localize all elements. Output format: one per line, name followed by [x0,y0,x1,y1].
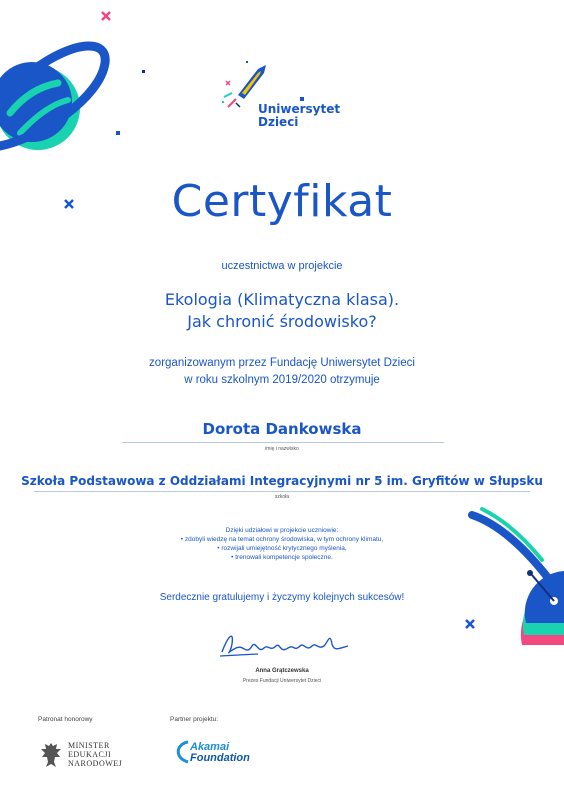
recipient-caption: imię i nazwisko [265,446,299,452]
planet-illustration [0,28,130,178]
partner-line1: Akamai [190,741,230,753]
divider [122,442,444,443]
logo-text [258,103,340,129]
subtitle: uczestnictwa w projekcie [221,260,343,272]
ministry-line1: MINISTER [68,741,110,750]
ministry-line2: EDUKACJI [68,750,112,759]
outcomes-intro: Dzięki udziałowi w projekcie uczniowie: [225,527,339,534]
logo-line1: Uniwersytet [258,102,341,116]
pink-cross-icon [100,10,112,22]
divider [34,491,530,492]
partner-line2: Foundation [190,752,250,764]
project-line1: Ekologia (Klimatyczna klasa). [164,290,400,309]
dot-decoration [142,70,145,73]
patronage-label: Patronat honorowy [38,716,93,723]
signer-role: Prezes Fundacji Uniwersytet Dzieci [242,678,322,684]
partner-logo [190,742,250,764]
school-name: Szkoła Podstawowa z Oddziałami Integracyjnymi nr 5 im. Gryfitów w Słupsku [21,474,543,488]
signer-name: Anna Grątczewska [255,668,309,674]
satellite-illustration [462,505,564,645]
dot-decoration [300,97,304,101]
ministry-name [68,741,122,768]
logo-line2: Dzieci [258,115,299,129]
eagle-emblem-icon [38,740,64,770]
dot-decoration [116,131,120,135]
congratulations-text: Serdecznie gratulujemy i życzymy kolejnych sukcesów! [159,592,405,603]
outcome-item: • rozwijali umiejętność krytycznego myślenia, [217,545,347,552]
organizer-line2: w roku szkolnym 2019/2020 otrzymuje [184,374,380,386]
certificate-title: Certyfikat [171,176,393,227]
signature-image [218,626,354,664]
project-line2: Jak chronić środowisko? [187,312,377,331]
organizer-text [0,355,564,389]
outcome-item: • trenowali kompetencje społeczne. [231,554,333,561]
organizer-line1: zorganizowanym przez Fundację Uniwersytet Dzieci [149,357,415,369]
outcome-item: • zdobyli wiedzę na temat ochrony środowiska, w tym ochrony klimatu, [180,536,384,543]
project-name [0,289,564,333]
partner-label: Partner projektu: [170,716,219,723]
ministry-line3: NARODOWEJ [68,759,123,768]
school-caption: szkoła [274,494,290,500]
recipient-name: Dorota Dankowska [202,420,362,438]
